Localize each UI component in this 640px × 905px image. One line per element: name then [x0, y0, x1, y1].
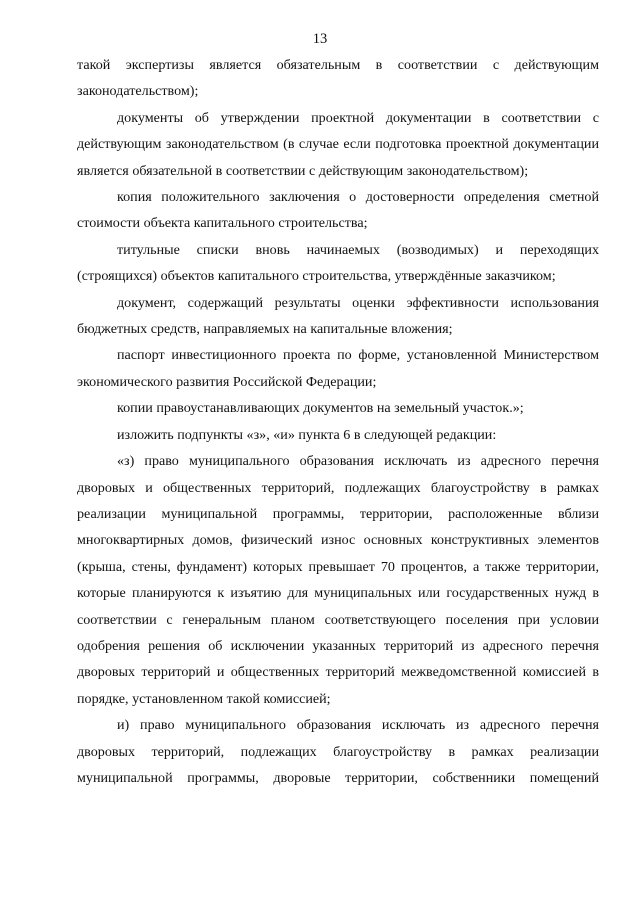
paragraph-expertise-continuation: такой экспертизы является обязательным в соответствии с действующим законодательством); — [77, 57, 599, 100]
document-body — [77, 52, 599, 791]
page-number: 13 — [312, 31, 328, 47]
paragraph-amend-subclauses: изложить подпункты «з», «и» пункта 6 в следующей редакции: — [117, 426, 497, 443]
paragraph-land-documents: копии правоустанавливающих документов на земельный участок.»; — [117, 400, 524, 417]
paragraph-title-lists: титульные списки вновь начинаемых (возводимых) и переходящих (строящихся) объектов капитального строительства, утверждённые заказчиком; — [77, 241, 599, 285]
paragraph-investment-passport: паспорт инвестиционного проекта по форме, установленной Министерством экономического развития Российской Федерации; — [77, 347, 599, 390]
paragraph-project-approval-documents: документы об утверждении проектной документации в соответствии с действующим законодательством (в случае если подготовка проектной документации является обязательной в соответствии с действующим законодательством); — [77, 109, 599, 179]
paragraph-estimate-conclusion-copy: копия положительного заключения о достоверности определения сметной стоимости объекта капитального строительства; — [77, 189, 599, 232]
paragraph-subclause-i: и) право муниципального образования исключать из адресного перечня дворовых территорий, подлежащих благоустройству в рамках реализации муниципальной программы, дворовые территории, собственники помещений — [77, 717, 599, 786]
paragraph-subclause-z: «з) право муниципального образования исключать из адресного перечня дворовых и общественных территорий, подлежащих благоустройству в рамках реализации муниципальной программы, территории, расположенные вблизи многоквартирных домов, физический износ основных конструктивных элементов (крыша, стены, фундамент) которых превышает 70 процентов, а также территории, которые планируются к изъятию для муниципальных или государственных нужд в соответствии с генеральным планом соответствующего поселения при условии одобрения решения об исключении указанных территорий из адресного перечня дворовых территорий и общественных территорий межведомственной комиссией в порядке, установленном такой комиссией; — [77, 453, 599, 707]
paragraph-efficiency-assessment: документ, содержащий результаты оценки эффективности использования бюджетных средств, направляемых на капитальные вложения; — [77, 294, 599, 338]
